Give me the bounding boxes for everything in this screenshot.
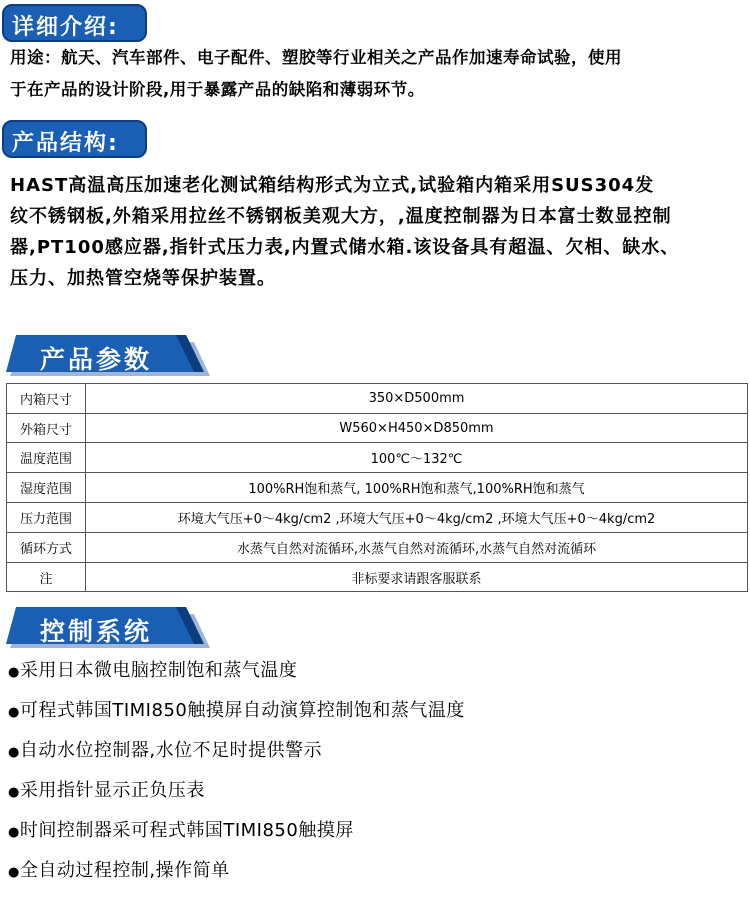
control-feature-item [8,816,465,856]
bullet-dot-icon: ● [8,745,20,760]
bullet-dot-icon: ● [8,825,20,840]
details-text [10,42,745,106]
structure-text-line: 纹不锈钢板,外箱采用拉丝不锈钢板美观大方，,温度控制器为日本富士数显控制 [10,206,672,227]
params-table-row [7,533,748,563]
param-value: 非标要求请跟客服联系 [86,563,748,592]
structure-section-title: 产品结构: [12,131,119,156]
bullet-dot-icon: ● [8,665,20,680]
control-feature-list [8,656,465,896]
param-label: 压力范围 [7,503,86,533]
params-table-row [7,414,748,443]
control-feature-text: 自动水位控制器,水位不足时提供警示 [19,740,323,761]
control-feature-item [8,656,465,696]
structure-text-line: 压力、加热管空烧等保护装置。 [10,268,276,289]
param-value: 环境大气压+0～4kg/cm2 ,环境大气压+0～4kg/cm2 ,环境大气压+0～4kg/cm2 [86,503,748,533]
bullet-dot-icon: ● [8,865,20,880]
param-label: 内箱尺寸 [7,384,86,414]
params-section-title: 产品参数 [40,345,153,374]
param-value: W560×H450×D850mm [86,414,748,443]
params-table-row [7,503,748,533]
param-label: 外箱尺寸 [7,414,86,443]
param-value: 350×D500mm [86,384,748,414]
structure-text-line: 器,PT100感应器,指针式压力表,内置式储水箱.该设备具有超温、欠相、缺水、 [10,237,680,258]
param-value: 100%RH饱和蒸气, 100%RH饱和蒸气,100%RH饱和蒸气 [86,473,748,503]
param-label: 湿度范围 [7,473,86,503]
details-section-title: 详细介绍: [12,15,119,40]
param-label: 循环方式 [7,533,86,563]
control-feature-text: 可程式韩国TIMI850触摸屏自动演算控制饱和蒸气温度 [19,700,465,721]
param-label: 注 [7,563,86,592]
control-feature-item [8,776,465,816]
param-value: 水蒸气自然对流循环,水蒸气自然对流循环,水蒸气自然对流循环 [86,533,748,563]
params-table-row [7,473,748,503]
params-table [6,383,748,592]
control-feature-text: 采用日本微电脑控制饱和蒸气温度 [19,660,298,681]
params-section-header [6,334,211,378]
param-label: 温度范围 [7,443,86,473]
structure-section-header [2,120,147,158]
structure-text [10,170,745,294]
control-feature-item [8,856,465,896]
control-section-title: 控制系统 [40,617,153,646]
params-table-row [7,384,748,414]
details-text-line: 于在产品的设计阶段,用于暴露产品的缺陷和薄弱环节。 [10,80,425,99]
control-feature-item [8,696,465,736]
control-feature-text: 时间控制器采可程式韩国TIMI850触摸屏 [19,820,354,841]
structure-text-line: HAST高温高压加速老化测试箱结构形式为立式,试验箱内箱采用SUS304发 [10,175,655,196]
bullet-dot-icon: ● [8,785,20,800]
details-text-line: 用途：航天、汽车部件、电子配件、塑胶等行业相关之产品作加速寿命试验，使用 [10,48,622,67]
params-table-row [7,443,748,473]
params-table-row [7,563,748,592]
control-feature-item [8,736,465,776]
details-section-header [2,4,147,42]
control-feature-text: 采用指针显示正负压表 [19,780,205,801]
control-feature-text: 全自动过程控制,操作简单 [19,860,230,881]
bullet-dot-icon: ● [8,705,20,720]
param-value: 100℃～132℃ [86,443,748,473]
control-section-header [6,606,211,650]
